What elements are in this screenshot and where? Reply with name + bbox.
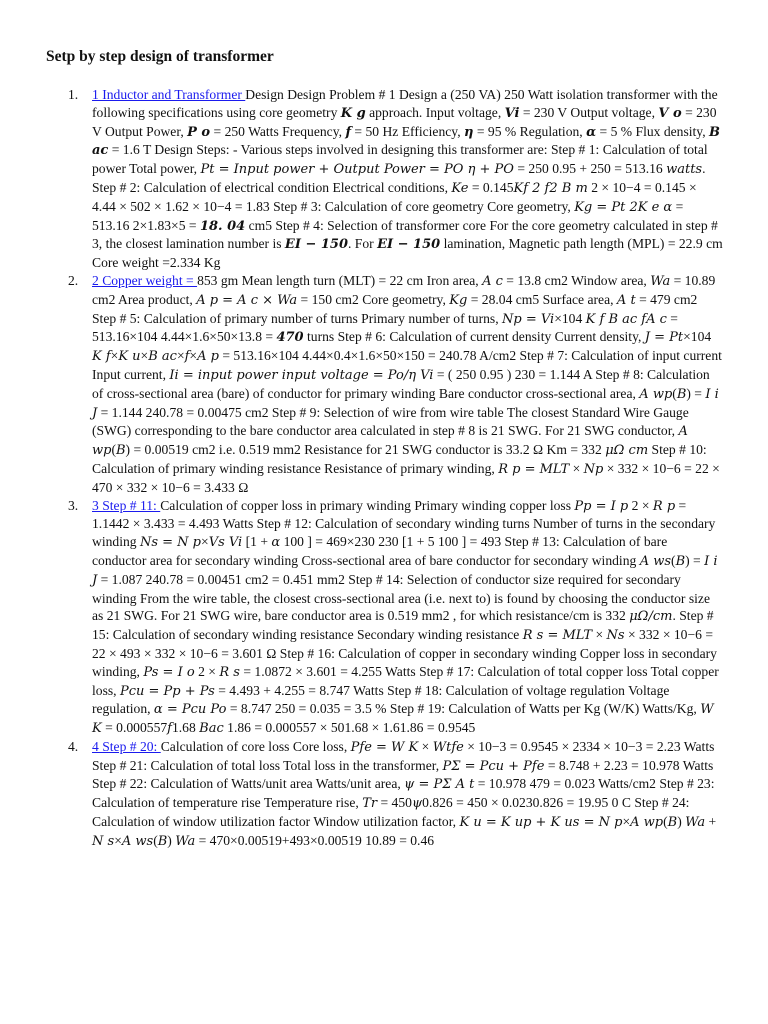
body-text: = 1.6 T Design Steps: - Various steps involved in designing this transformer are: Step # 1: Calculation of total power Total power,: [92, 142, 708, 177]
body-text: [1 +: [242, 534, 272, 550]
body-text: = 230 V Output Power,: [92, 104, 717, 139]
list-item-number: 1.: [68, 87, 79, 102]
math-expression: watts: [666, 162, 703, 178]
body-text: = 470×0.00519+493×0.00519 10.89 = 0.46: [195, 832, 435, 848]
math-expression: f: [167, 721, 172, 737]
math-expression: ψ: [411, 796, 423, 812]
math-expression: Np = Vi: [502, 311, 555, 327]
steps-list: [68, 86, 723, 851]
math-expression: A p = A c × Wa: [196, 292, 298, 308]
body-text: . Step # 2: Calculation of electrical condition Electrical conditions,: [92, 161, 706, 195]
body-text: = 28.04 cm5 Surface area,: [467, 291, 617, 307]
step-link[interactable]: 4 Step # 20:: [92, 738, 161, 754]
step-link[interactable]: 2 Copper weight =: [92, 272, 198, 288]
math-expression: α: [586, 124, 597, 140]
body-text: ) =: [685, 552, 705, 568]
body-text: ×: [622, 814, 631, 830]
math-expression: Ps = I o: [143, 664, 195, 680]
body-text: = 8.748 + 2.23 = 10.978 Watts Step # 22: Calculation of Watts/unit area Watts/unit area,: [92, 757, 714, 792]
body-text: = 1.087 240.78 = 0.00451 cm2 = 0.451 mm2 Step # 14: Selection of conductor size required for secondary winding From the wire table, the closest cross-sectional area (i.e. next to) is found by choosing the conductor size as 21 SWG. For 21 SWG wire, bare conductor area is 0.519 mm2 , for which resistance/cm is 332: [92, 571, 710, 624]
math-expression: Pp = I p: [574, 498, 629, 514]
body-text: ×104: [683, 329, 712, 345]
body-text: . For: [348, 236, 378, 252]
math-expression: K u: [118, 349, 141, 365]
list-item-number: 3.: [68, 497, 79, 513]
body-text: = 250 Watts Frequency,: [210, 123, 346, 139]
math-expression: A c: [482, 273, 503, 289]
body-text: ×: [592, 627, 607, 643]
body-text: = 0.000557: [101, 720, 168, 736]
body-text: × 332 × 10−6 = 22 × 470 × 332 × 10−6 = 3.433 Ω: [92, 460, 720, 495]
math-expression: μΩ/cm: [629, 609, 673, 625]
math-expression: R p = MLT: [498, 461, 570, 477]
math-expression: A wp: [639, 386, 673, 402]
body-text: = 513.16×104 4.44×1.6×50×13.8 =: [92, 310, 678, 345]
body-text: Calculation of core loss Core loss,: [160, 738, 351, 754]
body-text: = 10.978 479 = 0.023 Watts/cm2 Step # 23: Calculation of temperature rise Temperature rise,: [92, 776, 715, 811]
math-expression: η: [464, 124, 474, 140]
body-text: ×: [114, 832, 122, 848]
math-expression: A t: [616, 292, 636, 308]
body-text: 100 ] = 469×230 230 [1 + 5 100 ] = 493 Step # 13: Calculation of bare conductor area for secondary winding Cross-sectional area of bare conductor for secondary winding: [92, 534, 668, 568]
list-item: [68, 86, 723, 272]
body-text: ×: [140, 348, 149, 364]
math-expression: A p: [197, 349, 219, 365]
body-text: turns Step # 6: Calculation of current density Current density,: [303, 329, 645, 345]
body-text: 1.68: [171, 720, 200, 736]
math-expression: μΩ cm: [605, 443, 649, 459]
math-expression: B ac: [148, 349, 177, 365]
body-text: = 513.16×104 4.44×0.4×1.6×50×150 = 240.78 A/cm2 Step # 7: Calculation of input current Input current,: [92, 348, 722, 382]
math-expression: B: [667, 815, 678, 831]
math-expression: EI − 150: [284, 237, 348, 253]
math-expression: I i J: [92, 553, 718, 588]
body-text: cm5 Step # 4: Selection of transformer core For the core geometry calculated in step # 3, the closest lamination number is: [92, 217, 718, 252]
math-expression: PΣ = Pcu + Pfe: [442, 758, 545, 774]
body-text: ): [167, 832, 176, 848]
body-text: Step # 10: Calculation of primary winding resistance Resistance of primary winding,: [92, 442, 707, 476]
body-text: = ( 250 0.95 ) 230 = 1.144 A Step # 8: Calculation of cross-sectional area (bare) of conductor for primary winding Bare conductor cross-sectional area,: [92, 366, 710, 401]
math-expression: N s: [92, 833, 115, 849]
math-expression: K f B ac fA c: [585, 311, 667, 327]
body-text: ) =: [686, 385, 706, 401]
body-text: . Step # 15: Calculation of secondary winding resistance Secondary winding resistance: [92, 608, 714, 643]
body-text: (: [663, 814, 668, 830]
body-text: = 150 cm2 Core geometry,: [297, 291, 450, 307]
math-expression: 470: [276, 330, 304, 346]
body-text: ) = 0.00519 cm2 i.e. 0.519 mm2 Resistance for 21 SWG conductor is 33.2 Ω Km = 332: [125, 442, 606, 458]
math-expression: K f: [92, 349, 111, 365]
body-text: = 50 Hz Efficiency,: [351, 123, 465, 139]
body-text: (: [153, 832, 158, 848]
math-expression: A wp: [630, 815, 664, 831]
math-expression: B: [157, 833, 168, 849]
math-expression: f: [345, 124, 352, 140]
body-text: ×: [176, 348, 185, 364]
body-text: +: [705, 814, 717, 830]
math-expression: R s: [219, 664, 240, 680]
math-expression: Pcu = Pp + Ps: [119, 683, 215, 699]
math-expression: Kg = Pt 2K e α: [574, 199, 673, 215]
body-text: = 479 cm2 Step # 5: Calculation of primary number of turns Primary number of turns,: [92, 291, 698, 326]
body-text: = 4.493 + 4.255 = 8.747 Watts Step # 18: Calculation of voltage regulation Voltage regulation,: [92, 682, 670, 717]
math-expression: α: [271, 535, 281, 551]
math-expression: V o: [658, 105, 682, 121]
body-text: lamination, Magnetic path length (MPL) = 22.9 cm Core weight =2.334 Kg: [92, 236, 723, 271]
body-text: (: [672, 385, 677, 401]
math-expression: A ws: [121, 833, 154, 849]
math-expression: 18. 04: [199, 218, 246, 234]
math-expression: Vs Vi: [208, 535, 243, 551]
body-text: ×: [569, 460, 584, 476]
body-text: = 513.16 2×1.83×5 =: [92, 198, 684, 233]
step-link[interactable]: 1 Inductor and Transformer: [92, 87, 246, 102]
body-text: ×: [418, 738, 433, 754]
body-text: (: [111, 442, 116, 458]
math-expression: B: [675, 553, 686, 569]
body-text: ×: [110, 348, 119, 364]
body-text: 0.826 = 450 × 0.0230.826 = 19.95 0 C Step # 24: Calculation of window utilization factor Window utilization factor,: [92, 795, 690, 830]
math-expression: Tr: [362, 796, 378, 812]
math-expression: Ke: [451, 180, 469, 196]
body-text: = 13.8 cm2 Window area,: [502, 272, 651, 288]
body-text: ×: [189, 348, 198, 364]
math-expression: α = Pcu Po: [153, 702, 227, 718]
body-text: × 332 × 10−6 = 22 × 493 × 332 × 10−6 = 3.601 Ω Step # 16: Calculation of copper in secondary winding Copper loss in secondary winding,: [92, 627, 717, 679]
body-text: Design Design Problem # 1 Design a (250 VA) 250 Watt isolation transformer with the following specifications using core geometry: [92, 87, 718, 120]
math-expression: R p: [652, 498, 676, 514]
body-text: ×104: [554, 310, 586, 326]
body-text: 2 ×: [194, 663, 220, 679]
math-expression: B ac: [92, 124, 721, 159]
body-text: = 0.145: [468, 179, 514, 195]
math-expression: EI − 150: [377, 237, 441, 253]
body-text: ×: [201, 534, 209, 550]
math-expression: B: [676, 386, 687, 402]
math-expression: I i J: [92, 386, 719, 421]
math-expression: B: [115, 443, 126, 459]
body-text: = 1.144 240.78 = 0.00475 cm2 Step # 9: Selection of wire from wire table The closest Standard Wire Gauge (SWG) corresponding to the bare conductor area calculated in step # 8 is 21 SWG. For 21 SWG conductor,: [92, 404, 689, 439]
math-expression: K u = K up + K us = N p: [459, 815, 623, 831]
math-expression: Kg: [449, 292, 468, 308]
body-text: 2 ×: [628, 497, 653, 513]
math-expression: ψ = PΣ A t: [404, 777, 475, 793]
math-expression: A ws: [639, 553, 672, 569]
body-text: 853 gm Mean length turn (MLT) = 22 cm Iron area,: [197, 272, 483, 288]
math-expression: Np: [583, 461, 604, 477]
body-text: (: [671, 552, 676, 568]
body-text: approach. Input voltage,: [365, 104, 505, 120]
body-text: = 250 0.95 + 250 = 513.16: [513, 161, 667, 177]
math-expression: Wa: [175, 833, 196, 849]
body-text: = 230 V Output voltage,: [519, 104, 659, 120]
body-text: = 10.89 cm2 Area product,: [92, 272, 716, 307]
math-expression: K g: [340, 105, 366, 121]
math-expression: f: [184, 349, 190, 365]
list-item-number: 4.: [68, 738, 79, 754]
math-expression: Kf 2 f2 B m: [513, 180, 588, 196]
math-expression: Ns: [606, 628, 625, 644]
math-expression: P o: [187, 124, 211, 140]
step-link[interactable]: 3 Step # 11:: [92, 497, 161, 513]
page-title: Setp by step design of transformer: [46, 48, 274, 65]
math-expression: Bac: [199, 721, 224, 737]
body-text: = 5 % Flux density,: [596, 123, 710, 139]
body-text: 2 × 10−4 = 0.145 × 4.44 × 502 × 1.62 × 10−4 = 1.83 Step # 3: Calculation of core geometry Core geometry,: [92, 179, 697, 214]
math-expression: Pt = Input power + Output Power = PO η + PO: [200, 162, 514, 178]
body-text: = 1.0872 × 3.601 = 4.255 Watts Step # 17: Calculation of total copper loss Total copper loss,: [92, 663, 719, 698]
math-expression: Ns = N p: [139, 535, 202, 551]
math-expression: Ii = input power input voltage = Po/η Vi: [169, 367, 434, 383]
math-expression: A wp: [92, 424, 688, 459]
list-item: [68, 497, 723, 738]
math-expression: Wa: [650, 273, 671, 289]
math-expression: Wa: [685, 815, 706, 831]
list-item: [68, 738, 723, 851]
math-expression: Vi: [504, 105, 520, 121]
math-expression: J = Pt: [644, 330, 684, 346]
body-text: = 95 % Regulation,: [473, 123, 587, 139]
list-item: [68, 272, 723, 497]
body-text: = 1.1442 × 3.433 = 4.493 Watts Step # 12: Calculation of secondary winding turns Number of turns in the secondary winding: [92, 497, 716, 550]
body-text: × 10−3 = 0.9545 × 2334 × 10−3 = 2.23 Watts Step # 21: Calculation of total loss Total loss in the transformer,: [92, 738, 715, 773]
math-expression: Pfe = W K: [350, 739, 419, 755]
body-text: ): [677, 814, 686, 830]
body-text: = 8.747 250 = 0.035 = 3.5 % Step # 19: Calculation of Watts per Kg (W/K) Watts/Kg,: [226, 701, 701, 717]
body-text: Calculation of copper loss in primary winding Primary winding copper loss: [160, 497, 575, 513]
math-expression: R s = MLT: [522, 628, 593, 644]
math-expression: Wtfe: [432, 739, 464, 755]
list-item-number: 2.: [68, 272, 79, 288]
math-expression: W K: [92, 702, 714, 737]
body-text: = 450: [377, 795, 412, 811]
body-text: 1.86 = 0.000557 × 501.68 × 1.61.86 = 0.9545: [223, 720, 476, 736]
